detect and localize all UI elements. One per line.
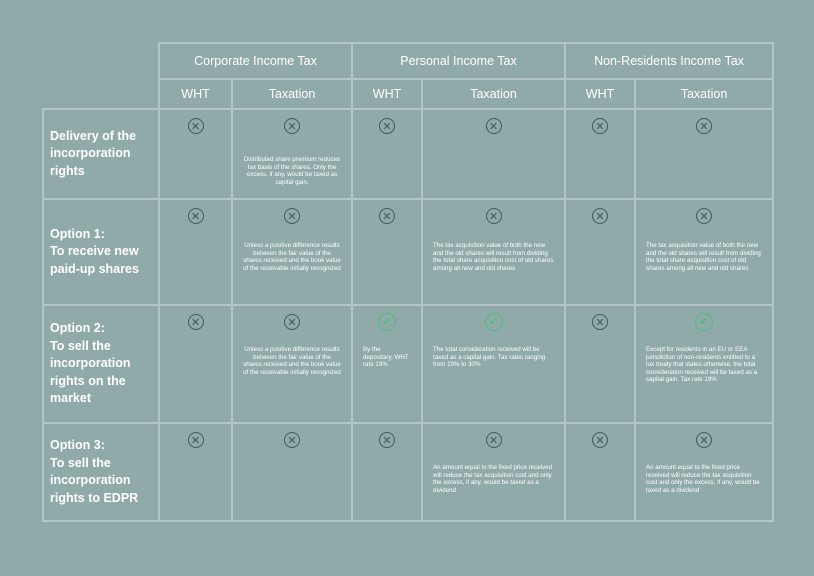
table-cell bbox=[565, 305, 635, 423]
row-label-line: paid-up shares bbox=[50, 261, 139, 276]
x-circle-icon: ✕ bbox=[284, 208, 300, 224]
check-circle-icon: ✔ bbox=[485, 313, 503, 331]
table-cell bbox=[232, 423, 352, 521]
tax-comparison-table bbox=[42, 42, 774, 522]
table-cell bbox=[422, 423, 565, 521]
cell-note: The total consideration received will be taxed as a capital gain. Tax rates ranging from 19% to 30% bbox=[433, 346, 546, 369]
table-cell bbox=[565, 423, 635, 521]
icon-wrap bbox=[566, 306, 634, 338]
x-circle-icon: ✕ bbox=[592, 314, 608, 330]
row-label bbox=[43, 305, 159, 423]
x-circle-icon: ✕ bbox=[486, 118, 502, 134]
x-circle-icon: ✕ bbox=[188, 432, 204, 448]
row-delivery-of-incorporation-rights bbox=[43, 109, 773, 199]
cell-note: By the depositary, WHT rate 19% bbox=[363, 346, 409, 369]
row-label-line: To receive new bbox=[50, 244, 139, 259]
table-cell bbox=[422, 109, 565, 199]
table-cell bbox=[352, 423, 422, 521]
subheader-taxation: Taxation bbox=[635, 79, 773, 109]
icon-wrap bbox=[566, 110, 634, 142]
cell-note: Distributed share premium reduces tax basis of the shares. Only the excess, if any, would be taxed as capital gain. bbox=[243, 156, 341, 186]
table-cell bbox=[352, 109, 422, 199]
check-circle-icon: ✔ bbox=[378, 313, 396, 331]
header-personal-income-tax: Personal Income Tax bbox=[352, 43, 565, 79]
table-cell bbox=[635, 305, 773, 423]
row-option-1 bbox=[43, 199, 773, 305]
subheader-taxation: Taxation bbox=[232, 79, 352, 109]
cell-note: The tax acquisition value of both the new and the old shares will result from dividing the total share acquisition cost of old shares among all new and old shares bbox=[646, 242, 761, 272]
table-cell bbox=[232, 109, 352, 199]
table-cell bbox=[635, 423, 773, 521]
row-label-line: incorporation bbox=[50, 473, 131, 487]
table-cell bbox=[232, 199, 352, 305]
header-non-residents-income-tax: Non-Residents Income Tax bbox=[565, 43, 773, 79]
table-cell bbox=[159, 305, 232, 423]
x-circle-icon: ✕ bbox=[188, 118, 204, 134]
table-cell bbox=[635, 199, 773, 305]
icon-wrap bbox=[353, 424, 421, 456]
icon-wrap bbox=[423, 200, 564, 232]
cell-note: An amount equal to the fixed price received will reduce the tax acquisition cost and only the excess, if any, would be taxed as a dividend bbox=[646, 464, 760, 494]
x-circle-icon: ✕ bbox=[696, 118, 712, 134]
row-label bbox=[43, 199, 159, 305]
row-option-2 bbox=[43, 305, 773, 423]
x-circle-icon: ✕ bbox=[188, 314, 204, 330]
x-circle-icon: ✕ bbox=[592, 118, 608, 134]
icon-wrap bbox=[233, 424, 351, 456]
table-cell bbox=[159, 109, 232, 199]
icon-wrap bbox=[636, 306, 772, 338]
row-label-line: Option 1: bbox=[50, 226, 105, 241]
row-label-line: market bbox=[50, 391, 91, 406]
table-cell bbox=[565, 199, 635, 305]
table-cell bbox=[159, 423, 232, 521]
header-corporate-income-tax: Corporate Income Tax bbox=[159, 43, 352, 79]
x-circle-icon: ✕ bbox=[284, 118, 300, 134]
icon-wrap bbox=[423, 424, 564, 456]
row-label-line: Delivery of the bbox=[50, 128, 137, 143]
subheader-wht: WHT bbox=[565, 79, 635, 109]
x-circle-icon: ✕ bbox=[486, 208, 502, 224]
row-label-line: Option 3: bbox=[50, 438, 105, 452]
x-circle-icon: ✕ bbox=[592, 432, 608, 448]
x-circle-icon: ✕ bbox=[696, 432, 712, 448]
row-label-line: To sell the bbox=[50, 338, 111, 353]
table-cell bbox=[422, 199, 565, 305]
cell-note: The tax acquisition value of both the new and the old shares will result from dividing the total share acquisition cost of old shares among all new and old shares bbox=[433, 242, 554, 272]
table-cell bbox=[159, 199, 232, 305]
header-corner bbox=[43, 43, 159, 109]
table-cell bbox=[635, 109, 773, 199]
icon-wrap bbox=[423, 110, 564, 142]
icon-wrap bbox=[233, 110, 351, 142]
icon-wrap bbox=[423, 306, 564, 338]
x-circle-icon: ✕ bbox=[284, 432, 300, 448]
row-label-line: rights bbox=[50, 163, 85, 178]
subheader-wht: WHT bbox=[352, 79, 422, 109]
table-cell bbox=[565, 109, 635, 199]
row-option-3 bbox=[43, 423, 773, 521]
row-label bbox=[43, 109, 159, 199]
row-label-line: rights to EDPR bbox=[50, 490, 139, 505]
icon-wrap bbox=[160, 200, 231, 232]
x-circle-icon: ✕ bbox=[379, 118, 395, 134]
table-cell bbox=[232, 305, 352, 423]
cell-note: An amount equal to the fixed price received will reduce the tax acquisition cost and only the excess, if any, would be taxed as a dividend bbox=[433, 464, 553, 494]
row-label-line: incorporation bbox=[50, 356, 131, 371]
x-circle-icon: ✕ bbox=[696, 208, 712, 224]
row-label-line: Option 2: bbox=[50, 321, 105, 336]
row-label-line: rights on the bbox=[50, 373, 126, 388]
icon-wrap bbox=[233, 200, 351, 232]
table-cell bbox=[352, 199, 422, 305]
icon-wrap bbox=[233, 306, 351, 338]
icon-wrap bbox=[636, 424, 772, 456]
row-label-line: incorporation bbox=[50, 146, 131, 161]
icon-wrap bbox=[160, 424, 231, 456]
table-cell bbox=[352, 305, 422, 423]
subheader-wht: WHT bbox=[159, 79, 232, 109]
cell-note: Unless a positive difference results between the fair value of the shares received and the book value of the receivable initially recognized bbox=[243, 346, 341, 376]
icon-wrap bbox=[636, 110, 772, 142]
x-circle-icon: ✕ bbox=[379, 432, 395, 448]
icon-wrap bbox=[160, 110, 231, 142]
cell-note: Unless a positive difference results between the fair value of the shares received and the book value of the receivable initially recognized bbox=[243, 242, 341, 272]
icon-wrap bbox=[353, 110, 421, 142]
row-label bbox=[43, 423, 159, 521]
x-circle-icon: ✕ bbox=[188, 208, 204, 224]
x-circle-icon: ✕ bbox=[379, 208, 395, 224]
icon-wrap bbox=[566, 424, 634, 456]
cell-note: Except for residents in an EU or EEA jurisdiction of non-residents entitled to a tax treaty that states otherwise, the total consideration received will be taxed as a capital gain. Tax rate 19% bbox=[646, 346, 758, 384]
row-label-line: To sell the bbox=[50, 455, 111, 470]
x-circle-icon: ✕ bbox=[284, 314, 300, 330]
icon-wrap bbox=[160, 306, 231, 338]
icon-wrap bbox=[353, 200, 421, 232]
subheader-taxation: Taxation bbox=[422, 79, 565, 109]
icon-wrap bbox=[566, 200, 634, 232]
icon-wrap bbox=[636, 200, 772, 232]
check-circle-icon: ✔ bbox=[695, 313, 713, 331]
icon-wrap bbox=[353, 306, 421, 338]
x-circle-icon: ✕ bbox=[592, 208, 608, 224]
table-cell bbox=[422, 305, 565, 423]
x-circle-icon: ✕ bbox=[486, 432, 502, 448]
